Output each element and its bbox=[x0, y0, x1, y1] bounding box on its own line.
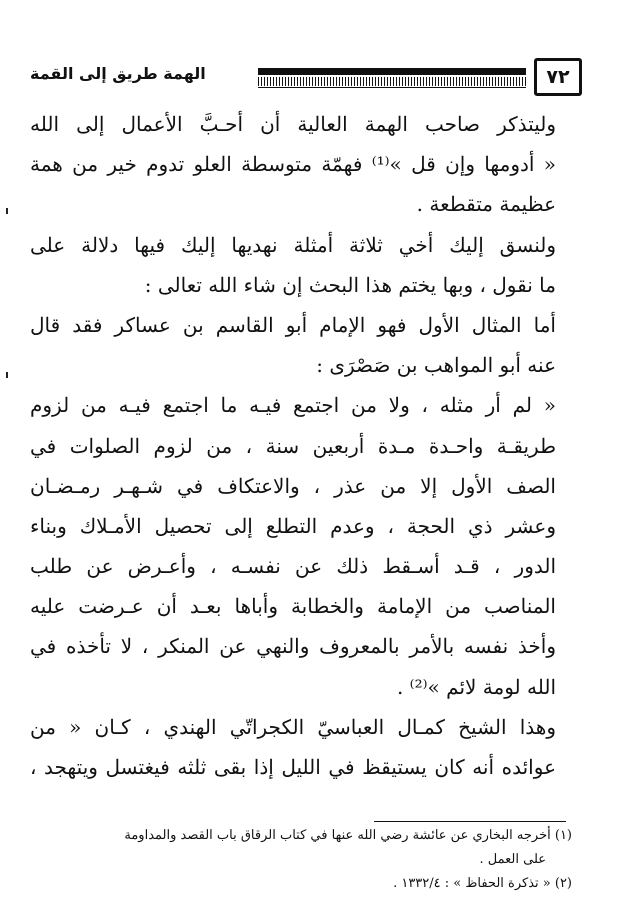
footnote-2: (٢) « تذكرة الحفاظ » : ١٣٣٢/٤ . bbox=[393, 876, 572, 891]
header-rule-hatched bbox=[258, 77, 526, 86]
text-line: وليتذكر صاحب الهمة العالية أن أحـبَّ الأعمال إلى الله bbox=[30, 112, 556, 136]
running-title: الهمة طريق إلى القمة bbox=[30, 64, 206, 83]
quote-line: وأخذ نفسه بالأمر بالمعروف والنهي عن المنكر ، لا تأخذه في bbox=[30, 634, 556, 659]
footnote-1: (١) أخرجه البخاري عن عائشة رضي الله عنها في كتاب الرقاق باب القصد والمداومة bbox=[124, 828, 572, 843]
text-line: عنه أبو المواهب بن صَصْرَى : bbox=[316, 353, 556, 378]
body-text bbox=[30, 104, 556, 787]
scan-edge-mark bbox=[6, 372, 8, 378]
footnotes bbox=[30, 824, 572, 896]
quote-line: « لم أر مثله ، ولا من اجتمع فيـه ما اجتمع فيـه من لزوم bbox=[30, 393, 556, 418]
text-line: « أدومها وإن قل »⁽¹⁾ فهمّة متوسطة العلو تدوم خير من همة bbox=[30, 152, 556, 177]
header-ornament-rule bbox=[258, 68, 526, 88]
quote-line: الله لومة لائم »⁽²⁾ . bbox=[396, 674, 556, 699]
text-line: ولنسق إليك أخي ثلاثة أمثلة نهديها إليك فيها دلالة على bbox=[30, 232, 556, 257]
text-line: أما المثال الأول فهو الإمام أبو القاسم بن عساكر فقد قال bbox=[30, 312, 556, 337]
header-rule-thin bbox=[258, 87, 526, 88]
text-line: ما نقول ، وبها يختم هذا البحث إن شاء الله تعالى : bbox=[144, 272, 556, 297]
quote-line: المناصب من الإمامة والخطابة وأباها بعـد أن عـرضت عليه bbox=[30, 594, 556, 619]
page-header bbox=[30, 58, 582, 98]
page-number: ٧٢ bbox=[534, 58, 582, 96]
footnote-1-continued: على العمل . bbox=[479, 852, 546, 867]
quote-line: الصف الأول إلا من عذر ، والاعتكاف في شـهـر رمـضـان bbox=[30, 473, 556, 498]
quote-line: طريقـة واحـدة مـدة أربعين سنة ، من لزوم الصلوات في bbox=[30, 433, 556, 458]
text-line: عوائده أنه كان يستيقظ في الليل إذا بقى ثلثه فيغتسل ويتهجد ، bbox=[30, 755, 556, 779]
text-line: وهذا الشيخ كمـال العباسيّ الكجراتّي الهندي ، كـان « من bbox=[30, 714, 556, 739]
footnote-separator bbox=[374, 821, 566, 822]
quote-line: الدور ، قـد أسـقط ذلك عن نفسـه ، وأعـرض عن طلب bbox=[30, 554, 556, 579]
text-line: عظيمة متقطعة . bbox=[416, 192, 556, 217]
quote-line: وعشر ذي الحجة ، وعدم التطلع إلى تحصيل الأمـلاك وبناء bbox=[30, 513, 556, 538]
header-rule-thick bbox=[258, 68, 526, 75]
scan-edge-mark bbox=[6, 208, 8, 214]
